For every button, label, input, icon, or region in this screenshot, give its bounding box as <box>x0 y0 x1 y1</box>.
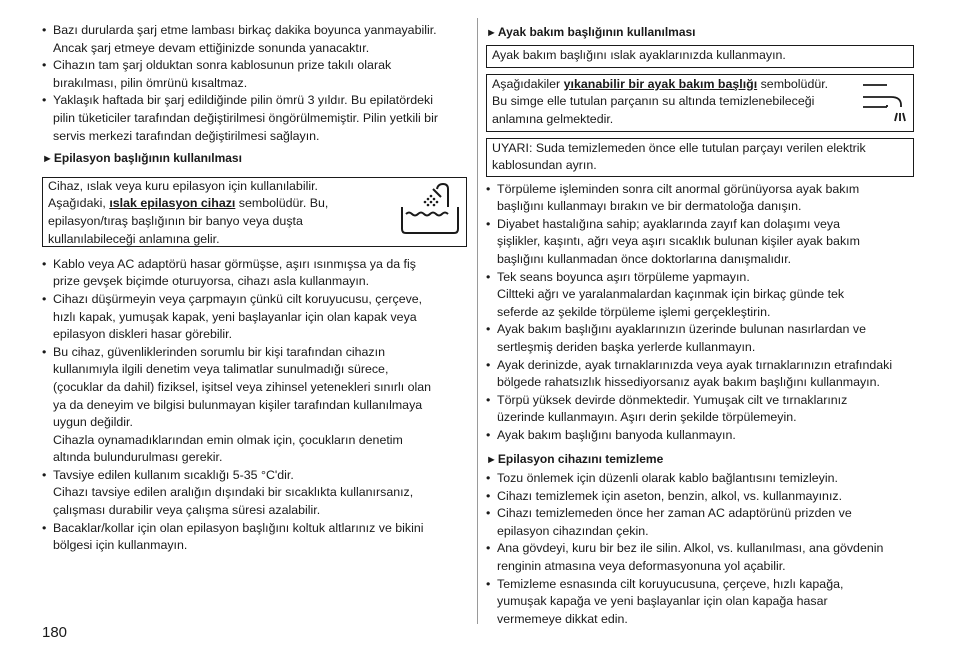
right-column <box>486 24 914 628</box>
item-line: • Bazı durularda şarj etme lambası birkaç dakika boyunca yanmayabilir. <box>53 23 437 37</box>
item-line: • Ayak derinizde, ayak tırnaklarınızda veya ayak tırnaklarınızın etrafındaki <box>497 357 893 372</box>
list-item <box>486 181 914 216</box>
list-item <box>486 540 914 575</box>
item-line: • Yaklaşık haftada bir şarj edildiğinde pilin ömrü 3 yıldır. Bu epilatördeki <box>53 93 433 108</box>
item-line: • Bu cihaz, güvenliklerinden sorumlu bir kişi tarafından cihazın <box>53 344 385 359</box>
box-text: sembolüdür. Bu, <box>235 196 329 211</box>
box-line: Cihaz, ıslak veya kuru epilasyon için kullanılabilir. <box>48 178 318 193</box>
item-line: • Cihazın tam şarj olduktan sonra kablosunun prize takılı olarak <box>53 58 392 73</box>
item-line: • Bacaklar/kollar için olan epilasyon başlığını koltuk altlarınız ve bikini <box>53 520 424 535</box>
item-line: • Cihazı temizlemek için aseton, benzin, alkol, vs. kullanmayınız. <box>497 488 843 503</box>
item-line: • Ana gövdeyi, kuru bir bez ile silin. Alkol, vs. kullanılması, ana gövdenin <box>497 541 884 556</box>
item-line: • Cihazı düşürmeyin veya çarpmayın çünkü cilt koruyucusu, çerçeve, <box>53 291 423 306</box>
arrow-icon: ► <box>42 153 53 166</box>
box-line: Ayak bakım başlığını ıslak ayaklarınızda kullanmayın. <box>492 47 786 62</box>
box-text: sembolüdür. <box>757 76 829 91</box>
item-line: çalışması durabilir veya çalışma süresi azalabilir. <box>53 503 321 518</box>
item-line: (çocuklar da dahil) fiziksel, işitsel veya zihinsel yetenekleri sınırlı olan <box>53 379 432 394</box>
symbol-name: ıslak epilasyon cihazı <box>109 196 236 211</box>
list-item <box>42 291 467 344</box>
item-line: • Tavsiye edilen kullanım sıcaklığı 5-35 °C'dir. <box>53 467 294 482</box>
box-line: epilasyon/tıraş başlığının bir banyo veya duşta <box>48 213 303 228</box>
item-line: Cihazla oynamadıklarından emin olmak için, çocukların denetim <box>53 432 403 447</box>
section-heading-foot-care <box>486 24 914 43</box>
item-line: kullanımıyla ilgili denetim veya talimatlar sunulmadığı sürece, <box>53 362 389 377</box>
box-line: Bu simge elle tutulan parçanın su altında temizlenebileceği <box>492 94 815 109</box>
item-line: vermemeye dikkat edin. <box>497 611 628 626</box>
item-line: bölgesi için kullanmayın. <box>53 538 188 553</box>
item-line: • Kablo veya AC adaptörü hasar görmüşse, aşırı ısınmışsa ya da fiş <box>53 256 416 271</box>
left-top-list <box>42 22 467 145</box>
wet-use-info-box <box>42 177 467 247</box>
item-line: sertleşmiş deriden başka yerlerde kullanmayın. <box>497 339 756 354</box>
list-item <box>486 357 914 392</box>
washable-info-box <box>486 74 914 132</box>
faucet-water-icon <box>861 81 909 125</box>
shower-bath-icon <box>398 181 462 237</box>
heading-text: Ayak bakım başlığının kullanılması <box>497 25 696 39</box>
item-line: prize gevşek biçimde oturuyorsa, cihazı asla kullanmayın. <box>53 274 370 289</box>
list-item <box>486 576 914 629</box>
item-line: uygun değildir. <box>53 415 133 430</box>
item-line: bölgede rahatsızlık hissediyorsanız ayak bakım başlığını kullanmayın. <box>497 375 880 390</box>
box-line: kablosundan ayrın. <box>492 158 597 173</box>
item-line: başlığını kullanmadan önce doktorlarına danışmalıdır. <box>497 251 792 266</box>
item-line: • Törpü yüksek devirde dönmektedir. Yumuşak cilt ve tırnaklarınız <box>497 392 848 407</box>
box-text: Aşağıdakiler <box>492 76 564 91</box>
item-line: • Cihazı temizlemeden önce her zaman AC adaptörünü prizden ve <box>497 506 852 521</box>
item-line: • Törpüleme işleminden sonra cilt anormal görünüyorsa ayak bakım <box>497 181 860 196</box>
arrow-icon: ► <box>486 453 497 466</box>
list-item <box>486 392 914 427</box>
item-line: başlığını kullanmayı bırakın ve bir dermatoloğa danışın. <box>497 199 802 214</box>
item-line: Cihazı tavsiye edilen aralığın dışındaki bir sıcaklıkta kullanırsanız, <box>53 485 414 500</box>
list-item <box>42 467 467 520</box>
right-bottom-list <box>486 470 914 628</box>
box-line <box>492 76 908 94</box>
list-item <box>42 256 467 291</box>
item-line: • Ayak bakım başlığını ayaklarınızın üzerinde bulunan nasırlardan ve <box>497 322 866 337</box>
page-number: 180 <box>42 624 68 641</box>
item-line: Ciltteki ağrı ve yaralanmalardan kaçınmak için birkaç günde tek <box>497 287 845 302</box>
item-line: • Tek seans boyunca aşırı törpüleme yapmayın. <box>497 269 750 284</box>
column-divider <box>477 18 478 624</box>
item-line: bırakılması, pilin ömrünü kısaltmaz. <box>53 75 248 90</box>
symbol-name: yıkanabilir bir ayak bakım başlığı <box>563 76 758 91</box>
left-bottom-list <box>42 256 467 555</box>
heading-text: Epilasyon başlığının kullanılması <box>53 151 242 166</box>
section-heading-cleaning <box>486 451 914 470</box>
section-heading-epilation <box>42 150 467 169</box>
item-line: altında bulundurulması gerekir. <box>53 450 223 465</box>
uyari-warning-box <box>486 138 914 177</box>
box-line: kullanılabileceği anlamına gelir. <box>48 231 220 246</box>
list-item <box>486 321 914 356</box>
list-item <box>486 216 914 269</box>
list-item <box>486 427 914 445</box>
left-column <box>42 22 467 555</box>
list-item <box>486 488 914 506</box>
right-mid-list <box>486 181 914 445</box>
list-item <box>42 22 467 57</box>
item-line: • Temizleme esnasında cilt koruyucusuna, çerçeve, hızlı kapağa, <box>497 576 844 591</box>
item-line: üzerinde kullanmayın. Aşırı derin şekilde törpülemeyin. <box>497 410 797 425</box>
item-line: • Tozu önlemek için düzenli olarak kablo bağlantısını temizleyin. <box>497 471 838 486</box>
list-item <box>42 520 467 555</box>
foot-care-warning-box <box>486 45 914 68</box>
list-item <box>486 505 914 540</box>
list-item <box>42 92 467 145</box>
item-line: seferde az şekilde törpüleme işlemi gerçekleştirin. <box>497 304 771 319</box>
item-line: renginin atmasına veya deformasyonuna yol açabilir. <box>497 559 786 574</box>
item-line: epilasyon cihazından çekin. <box>497 523 649 538</box>
item-line: ya da deneyim ve bilgisi bulunmayan kişiler tarafından kullanılmaya <box>53 397 423 412</box>
item-line: servis merkezi tarafından değiştirilmesi sağlayın. <box>53 128 320 143</box>
box-line: anlamına gelmektedir. <box>492 111 614 126</box>
item-line: epilasyon diskleri hasar görebilir. <box>53 327 233 342</box>
list-item <box>42 57 467 92</box>
item-line: Ancak şarj etmeye devam ettiğinizde sonunda yanacaktır. <box>53 40 370 55</box>
item-line: • Ayak bakım başlığını banyoda kullanmayın. <box>497 427 736 442</box>
item-line: hızlı kapak, yumuşak kapak, yeni başlayanlar için olan kapak veya <box>53 309 417 324</box>
item-line: pilin tüketiciler tarafından değiştirilmesi öngörülmemiştir. Pilin yetkili bir <box>53 110 438 125</box>
heading-text: Epilasyon cihazını temizleme <box>497 451 664 466</box>
arrow-icon: ► <box>486 27 497 39</box>
box-line: UYARI: Suda temizlemeden önce elle tutulan parçayı verilen elektrik <box>492 140 866 155</box>
item-line: • Diyabet hastalığına sahip; ayaklarında zayıf kan dolaşımı veya <box>497 216 840 231</box>
box-text: Aşağıdaki, <box>48 196 110 211</box>
list-item <box>42 344 467 467</box>
item-line: yumuşak kapağa ve yeni başlayanlar için olan kapağa hasar <box>497 594 828 609</box>
list-item <box>486 269 914 322</box>
item-line: şişlikler, kaşıntı, ağrı veya aşırı sıcaklık bulunan kişiler ayak bakım <box>497 234 860 249</box>
list-item <box>486 470 914 488</box>
